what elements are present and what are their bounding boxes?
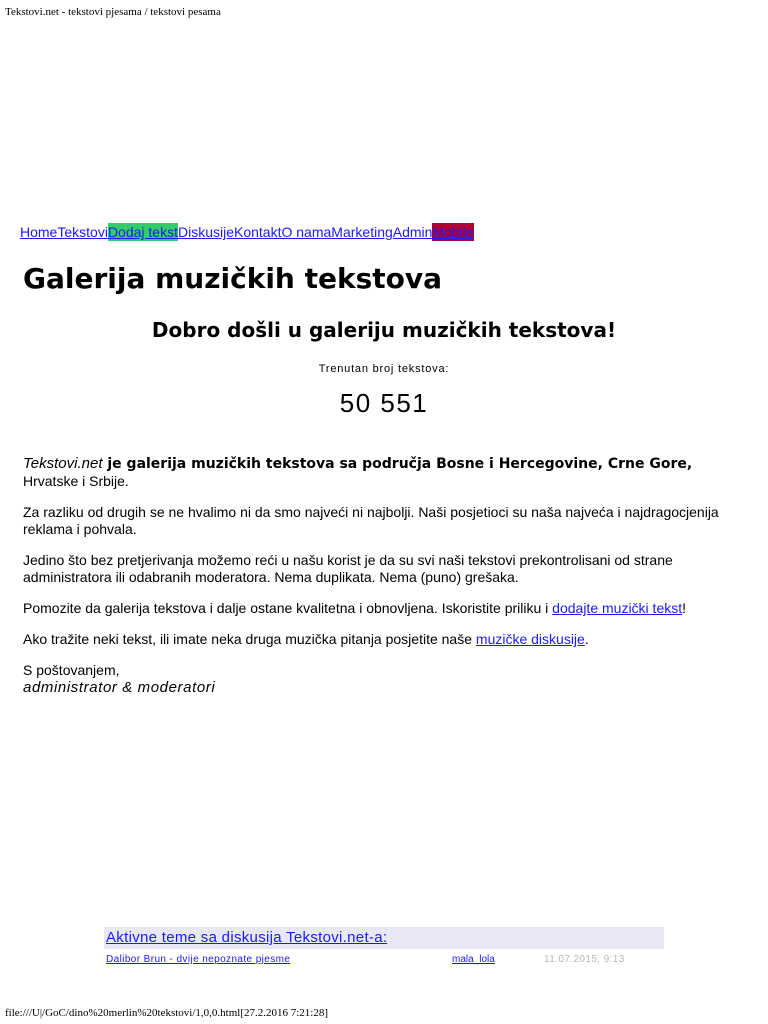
- discussion-user-link[interactable]: mala_lola: [452, 954, 495, 965]
- discussion-date: 11.07.2015, 9:13: [544, 954, 625, 965]
- intro-rest: Hrvatske i Srbije.: [23, 473, 129, 489]
- paragraph-3-text: Pomozite da galerija tekstova i dalje ostane kvalitetna i obnovljena. Iskoristite priliku i: [23, 600, 553, 616]
- nav-dodaj-tekst[interactable]: Dodaj tekst: [107, 224, 178, 240]
- signature-greeting: S poštovanjem,: [23, 662, 120, 678]
- add-lyrics-link[interactable]: dodajte muzički tekst: [552, 600, 683, 616]
- intro-brand: Tekstovi.net: [23, 455, 103, 472]
- counter-label: Trenutan broj tekstova:: [318, 363, 450, 375]
- nav-tekstovi[interactable]: Tekstovi: [57, 224, 108, 240]
- print-header: Tekstovi.net - tekstovi pjesama / tekstovi pesama: [5, 6, 221, 18]
- main-content: [23, 455, 723, 710]
- paragraph-2: Jedino što bez pretjerivanja možemo reći u našu korist je da su svi naši tekstovi prekontrolisani od strane administratora ili odabranih moderatora. Nema duplikata. Nema (puno) grešaka.: [23, 552, 673, 585]
- nav-admin[interactable]: Admin: [392, 224, 433, 240]
- print-footer: file:///U|/GoC/dino%20merlin%20tekstovi/1,0,0.html[27.2.2016 7:21:28]: [5, 1007, 329, 1019]
- nav-kontakt[interactable]: Kontakt: [234, 224, 282, 240]
- page-title: Galerija muzičkih tekstova: [23, 262, 443, 295]
- intro-bold-text: je galerija muzičkih tekstova sa područja Bosne i Hercegovine, Crne Gore,: [102, 456, 693, 472]
- intro-paragraph: [23, 455, 723, 490]
- paragraph-3-end: !: [682, 600, 687, 616]
- paragraph-4: [23, 631, 723, 648]
- counter-value: 50 551: [339, 388, 429, 418]
- nav-mobile[interactable]: Mobile: [432, 224, 474, 240]
- paragraph-1: Za razliku od drugih se ne hvalimo ni da smo najveći ni najbolji. Naši posjetioci su naša najveća i najdragocjenija reklama i pohvala.: [23, 504, 719, 537]
- discussions-header: [104, 927, 664, 949]
- discussions-title-link[interactable]: Aktivne teme sa diskusija Tekstovi.net-a:: [106, 929, 388, 946]
- nav-marketing[interactable]: Marketing: [331, 224, 393, 240]
- nav-home[interactable]: Home: [20, 224, 58, 240]
- paragraph-4-text: Ako tražite neki tekst, ili imate neka druga muzička pitanja posjetite naše: [23, 631, 476, 647]
- signature: [23, 662, 723, 696]
- nav-diskusije[interactable]: Diskusije: [177, 224, 234, 240]
- nav-o-nama[interactable]: O nama: [281, 224, 332, 240]
- paragraph-3: [23, 600, 723, 617]
- signature-role: administrator & moderatori: [23, 679, 216, 696]
- paragraph-4-end: .: [584, 631, 589, 647]
- main-nav: [20, 223, 474, 241]
- welcome-heading: Dobro došli u galeriju muzičkih tekstova!: [151, 318, 617, 342]
- discussion-topic-link[interactable]: Dalibor Brun - dvije nepoznate pjesme: [106, 954, 291, 965]
- discussions-link[interactable]: muzičke diskusije: [475, 631, 585, 647]
